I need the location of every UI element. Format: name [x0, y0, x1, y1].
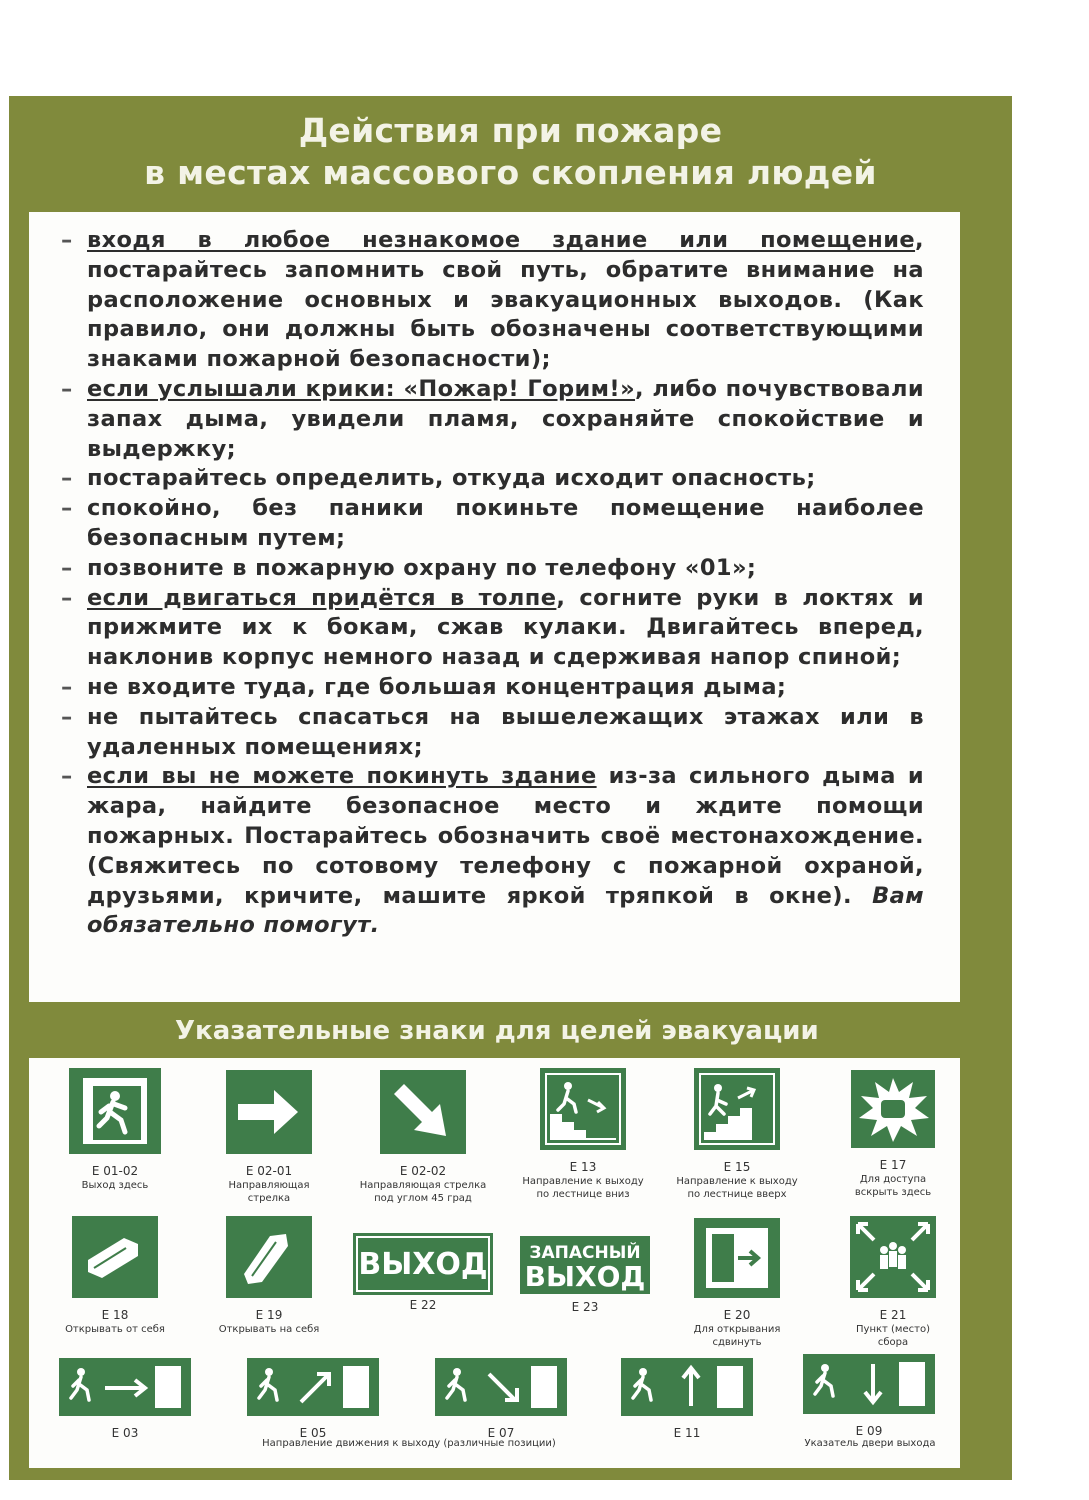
sign-code: E 15 [723, 1160, 751, 1174]
sign-caption: Направляющая стрелка [359, 1180, 487, 1191]
rule-dash: – [61, 763, 73, 790]
sign-e09 [803, 1354, 935, 1439]
sign-e17 [815, 1070, 971, 1199]
signs-panel [29, 1058, 960, 1468]
rule-dash: – [61, 584, 73, 611]
rule-text [87, 494, 924, 554]
sign-code: E 05 [299, 1426, 327, 1440]
sign-caption: Направление к выходу [676, 1176, 798, 1187]
stairs-up-exit-icon [694, 1068, 780, 1150]
row3-caption-directions: Направление движения к выходу (различные позиции) [262, 1438, 556, 1449]
rule-body: не пытайтесь спасаться на вышележащих этажах или в удаленных помещениях; [87, 703, 924, 760]
sign-caption: Для открывания [693, 1324, 781, 1335]
rule-item [61, 673, 924, 703]
sign-e02-02 [345, 1070, 501, 1205]
rule-text [87, 762, 924, 941]
sign-e07 [435, 1358, 567, 1441]
assembly-point-icon [850, 1216, 936, 1298]
sign-code: E 20 [723, 1308, 751, 1322]
rule-dash: – [61, 554, 73, 581]
arrow-diagonal-down-right-icon [380, 1070, 466, 1154]
sign-caption: под углом 45 град [374, 1193, 472, 1204]
sign-caption: по лестнице вниз [536, 1189, 630, 1200]
rule-body: спокойно, без паники покиньте помещение наиболее безопасным путем; [87, 495, 924, 551]
rule-body: позвоните в пожарную охрану по телефону «01»; [87, 554, 757, 581]
rule-item [61, 762, 924, 941]
rule-dash: – [61, 495, 73, 522]
sign-code: E 11 [673, 1426, 701, 1440]
rule-italic: Вам обязательно помогут. [87, 882, 924, 939]
sign-e19 [191, 1216, 347, 1336]
rule-item [61, 375, 924, 464]
sign-caption: Пункт (место) [856, 1324, 930, 1335]
slide-to-open-icon [694, 1218, 780, 1298]
rule-text [87, 375, 924, 464]
sign-code: E 22 [409, 1298, 437, 1312]
rule-body: , согните руки в локтях и прижмите их к бокам, сжав кулаки. Двигайтесь вперед, наклонив корпус немного назад и сдерживая напор спиной; [87, 584, 925, 671]
sign-caption: Направление к выходу [522, 1176, 644, 1187]
sign-code: E 21 [879, 1308, 907, 1322]
exit-direction-right-icon [59, 1358, 191, 1416]
sign-caption: стрелка [247, 1193, 291, 1204]
sign-e15 [659, 1068, 815, 1201]
rule-emphasis: если двигаться придётся в толпе [87, 584, 557, 611]
exit-direction-up-right-icon [247, 1358, 379, 1416]
sign-e01-02 [37, 1068, 193, 1192]
exit-direction-down-right-icon [435, 1358, 567, 1416]
emergency-exit-label-sign [520, 1236, 650, 1294]
rule-text [87, 554, 924, 584]
push-door-icon [72, 1216, 158, 1298]
sign-e23 [507, 1236, 663, 1315]
rule-text [87, 703, 924, 763]
sign-caption: по лестнице вверх [687, 1189, 787, 1200]
pull-door-icon [226, 1216, 312, 1298]
sign-code: E 09 [855, 1424, 883, 1438]
exit-here-icon [69, 1068, 161, 1154]
rule-item [61, 554, 924, 584]
emergency-exit-line-1: ЗАПАСНЫЙ [529, 1243, 641, 1263]
sign-e13 [505, 1068, 661, 1201]
rule-item [61, 494, 924, 554]
sign-e03 [59, 1358, 191, 1441]
rule-text [87, 226, 924, 375]
break-to-access-icon [851, 1070, 935, 1148]
sign-code: E 01-02 [91, 1164, 139, 1178]
exit-direction-up-icon [621, 1358, 753, 1416]
rule-item [61, 584, 924, 673]
rule-emphasis: если услышали крики: «Пожар! Горим!» [87, 375, 636, 402]
sign-e18 [37, 1216, 193, 1336]
rule-text [87, 584, 924, 673]
title-line-1: Действия при пожаре [298, 111, 723, 150]
rule-item [61, 703, 924, 763]
sign-code: E 23 [571, 1300, 599, 1314]
row3-caption-door: Указатель двери выхода [804, 1438, 936, 1449]
sign-code: E 13 [569, 1160, 597, 1174]
rule-text [87, 464, 924, 494]
sign-e11 [621, 1358, 753, 1441]
rule-item [61, 464, 924, 494]
arrow-right-icon [226, 1070, 312, 1154]
sign-e05 [247, 1358, 379, 1441]
page-title [9, 110, 1012, 194]
sign-caption: Для доступа [859, 1174, 927, 1185]
sign-caption: сбора [877, 1337, 909, 1348]
rule-dash: – [61, 673, 73, 700]
rule-emphasis: если вы не можете покинуть здание [87, 763, 597, 790]
sign-code: E 02-01 [245, 1164, 293, 1178]
sign-code: E 02-02 [399, 1164, 447, 1178]
sign-caption: вскрыть здесь [854, 1187, 932, 1198]
rule-text [87, 673, 924, 703]
rule-dash: – [61, 227, 73, 253]
sign-code: E 19 [255, 1308, 283, 1322]
sign-e02-01 [191, 1070, 347, 1205]
sign-code: E 18 [101, 1308, 129, 1322]
sign-code: E 07 [487, 1426, 515, 1440]
sign-caption: Выход здесь [81, 1180, 149, 1191]
rule-dash: – [61, 703, 73, 730]
rule-emphasis: входя в любое незнакомое здание или помещение [87, 227, 916, 253]
rules-panel [29, 212, 960, 1002]
sign-caption: Открывать от себя [65, 1324, 165, 1335]
sign-code: E 17 [879, 1158, 907, 1172]
rule-dash: – [61, 375, 73, 402]
sign-e21 [815, 1216, 971, 1349]
title-line-2: в местах массового скопления людей [144, 153, 877, 192]
exit-door-pointer-icon [803, 1354, 935, 1414]
stairs-down-exit-icon [540, 1068, 626, 1150]
exit-label-sign: ВЫХОД [356, 1236, 490, 1292]
sign-e20 [659, 1218, 815, 1349]
rule-item [61, 226, 924, 375]
sign-e22 [345, 1236, 501, 1313]
rule-body: постарайтесь определить, откуда исходит опасность; [87, 465, 816, 492]
poster [9, 96, 1012, 1480]
sign-caption: Направляющая [228, 1180, 310, 1191]
sign-code: E 03 [111, 1426, 139, 1440]
sign-caption: Открывать на себя [218, 1324, 320, 1335]
rule-body: , либо почувствовали запах дыма, увидели пламя, сохраняйте спокойствие и выдержку; [87, 375, 924, 462]
rule-body: не входите туда, где большая концентрация дыма; [87, 673, 787, 700]
emergency-exit-line-2: ВЫХОД [524, 1260, 646, 1293]
rule-dash: – [61, 465, 73, 492]
rule-body: , постарайтесь запомнить свой путь, обратите внимание на расположение основных и эвакуационных выходов. (Как правило, они должны быть обозначены соответствующими знаками пожарной безопасности); [87, 227, 924, 373]
signs-section-title: Указательные знаки для целей эвакуации [175, 1016, 819, 1046]
sign-caption: сдвинуть [712, 1337, 762, 1348]
rule-body: из-за сильного дыма и жара, найдите безопасное место и ждите помощи пожарных. Постарайтесь обозначить своё местонахождение. (Свяжитесь по сотовому телефону с пожарной охраной, друзьями, кричите, машите яркой тряпкой в окне). [87, 763, 925, 909]
